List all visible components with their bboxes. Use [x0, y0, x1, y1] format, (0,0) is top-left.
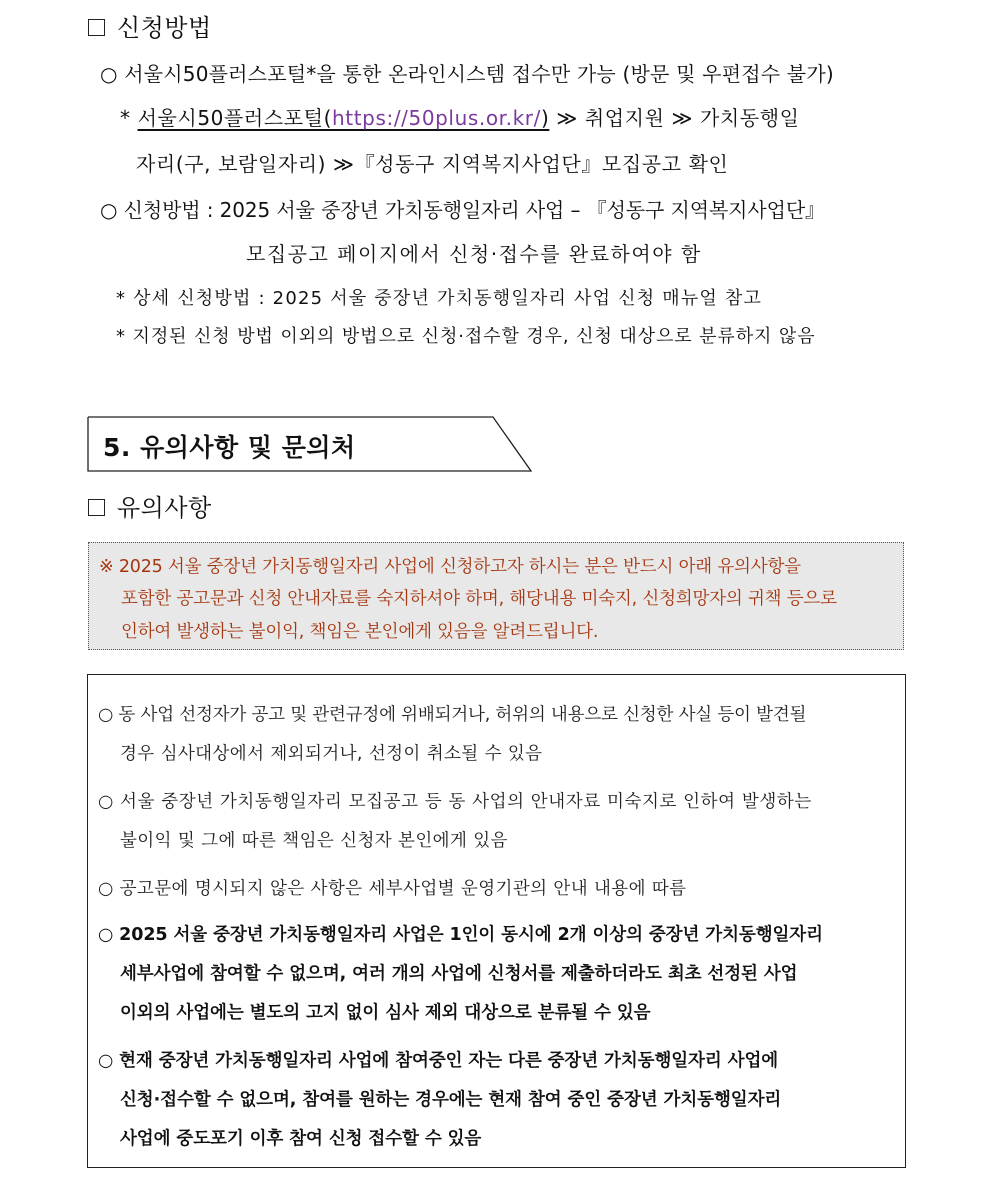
caution-item-2-line-2: 불이익 및 그에 따른 책임은 신청자 본인에게 있음 — [120, 831, 508, 851]
caution-item-3-line-1: ○ 공고문에 명시되지 않은 사항은 세부사업별 운영기관의 안내 내용에 따름 — [98, 879, 687, 899]
asterisk-marker: * — [120, 106, 131, 130]
notice-line-2: 포함한 공고문과 신청 안내자료를 숙지하셔야 하며, 해당내용 미숙지, 신청희망자의 귀책 등으로 — [121, 589, 837, 609]
caution-notice-box — [88, 542, 904, 650]
caution-item-5-line-2: 신청·접수할 수 없으며, 참여를 원하는 경우에는 현재 참여 중인 중장년 가치동행일자리 — [120, 1090, 782, 1110]
caution-item-4-line-1: ○ 2025 서울 중장년 가치동행일자리 사업은 1인이 동시에 2개 이상의 중장년 가치동행일자리 — [98, 925, 823, 945]
cautions-heading — [88, 488, 212, 523]
caution-item-4-line-2: 세부사업에 참여할 수 없으며, 여러 개의 사업에 신청서를 제출하더라도 최초 선정된 사업 — [120, 964, 798, 984]
square-bullet-icon — [88, 19, 105, 36]
cautions-list-box — [87, 674, 906, 1168]
caution-item-5-line-1: ○ 현재 중장년 가치동행일자리 사업에 참여중인 자는 다른 중장년 가치동행일자리 사업에 — [98, 1051, 779, 1071]
portal-note — [120, 102, 800, 131]
asterisk-marker: * — [116, 326, 126, 347]
notice-line-3: 인하여 발생하는 불이익, 책임은 본인에게 있음을 알려드립니다. — [121, 622, 599, 642]
portal-url-link[interactable]: https://50plus.or.kr/ — [332, 106, 541, 130]
apply-bullet-1-text: 서울시50플러스포털*을 통한 온라인시스템 접수만 가능 (방문 및 우편접수 불가) — [124, 62, 834, 86]
method-restriction-note-text: 지정된 신청 방법 이외의 방법으로 신청·접수할 경우, 신청 대상으로 분류하지 않음 — [132, 326, 816, 347]
apply-bullet-2 — [100, 194, 825, 223]
apply-bullet-2-line-1: 신청방법 : 2025 서울 중장년 가치동행일자리 사업 – 『성동구 지역복지사업단』 — [123, 198, 825, 222]
caution-item-5-line-3: 사업에 중도포기 이후 참여 신청 접수할 수 있음 — [120, 1129, 482, 1149]
square-bullet-icon — [88, 499, 105, 516]
asterisk-marker: * — [116, 288, 127, 309]
notice-line-1: ※ 2025 서울 중장년 가치동행일자리 사업에 신청하고자 하시는 분은 반드시 아래 유의사항을 — [99, 557, 801, 577]
apply-method-heading-text: 신청방법 — [117, 14, 212, 42]
section-5-title: 5. 유의사항 및 문의처 — [103, 433, 356, 462]
caution-item-1-line-1: ○ 동 사업 선정자가 공고 및 관련규정에 위배되거나, 허위의 내용으로 신청한 사실 등이 발견될 — [98, 705, 807, 725]
caution-item-4-line-3: 이외의 사업에는 별도의 고지 없이 심사 제외 대상으로 분류될 수 있음 — [120, 1003, 651, 1023]
caution-item-2-line-1: ○ 서울 중장년 가치동행일자리 모집공고 등 동 사업의 안내자료 미숙지로 인하여 발생하는 — [98, 792, 812, 812]
caution-item-1-line-2: 경우 심사대상에서 제외되거나, 선정이 취소될 수 있음 — [120, 744, 543, 764]
section-5-banner — [87, 416, 532, 472]
portal-path-line-2: 자리(구, 보람일자리) ≫『성동구 지역복지사업단』모집공고 확인 — [136, 152, 729, 176]
apply-bullet-2-line-2: 모집공고 페이지에서 신청·접수를 완료하여야 함 — [246, 242, 702, 266]
portal-name: 서울시50플러스포털( — [137, 106, 332, 130]
apply-bullet-1 — [100, 58, 834, 87]
portal-close-paren: ) — [540, 106, 550, 130]
apply-method-heading — [88, 8, 212, 43]
circle-bullet-icon: ○ — [100, 198, 118, 222]
portal-path-line-1: ≫ 취업지원 ≫ 가치동행일 — [549, 106, 800, 130]
manual-note-text: 상세 신청방법 : 2025 서울 중장년 가치동행일자리 사업 신청 매뉴얼 참고 — [133, 288, 763, 309]
circle-bullet-icon: ○ — [100, 62, 118, 86]
manual-note — [116, 284, 762, 310]
method-restriction-note — [116, 322, 816, 348]
portal-link-group[interactable] — [138, 106, 550, 130]
cautions-heading-text: 유의사항 — [117, 494, 212, 522]
